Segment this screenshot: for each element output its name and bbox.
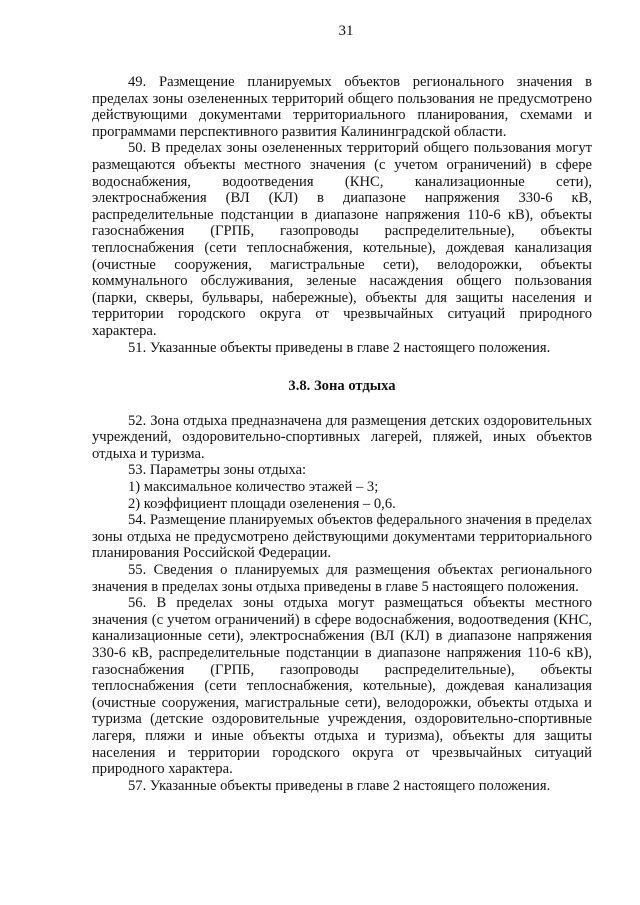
paragraph-51: 51. Указанные объекты приведены в главе 2 настоящего положения. [128,339,551,356]
paragraph-50: 50. В пределах зоны озелененных территорий общего пользования могут размещаются объекты местного значения (с учетом ограничений) в сфере водоснабжения, водоотведения (КНС, канализационные сети), электроснабжения (ВЛ (КЛ) в диапазоне напряжения 330-6 кВ, распределительные подстанции в диапазоне напряжения 110-6 кВ), объекты газоснабжения (ГРПБ, газопроводы распределительные), объекты теплоснабжения (сети теплоснабжения, котельные), дождевая канализация (очистные сооружения, магистральные сети), велодорожки, объекты коммунального обслуживания, зеленые насаждения общего пользования (парки, скверы, бульвары, набережные), объекты для защиты населения и территории городского округа от чрезвычайных ситуаций природного характера. [92,140,592,339]
paragraph-52: 52. Зона отдыха предназначена для размещения детских оздоровительных учреждений, оздоровительно-спортивных лагерей, пляжей, иных объектов отдыха и туризма. [92,412,592,462]
list-item-2: 2) коэффициент площади озеленения – 0,6. [128,495,396,512]
paragraph-53: 53. Параметры зоны отдыха: [128,462,307,479]
section-title: 3.8. Зона отдыха [288,378,396,395]
paragraph-56: 56. В пределах зоны отдыха могут размещаться объекты местного значения (с учетом ограничений) в сфере водоснабжения, водоотведения (КНС, канализационные сети), электроснабжения (ВЛ (КЛ) в диапазоне напряжения 330-6 кВ, распределительные подстанции в диапазоне напряжения 110-6 кВ), газоснабжения (ГРПБ, газопроводы распределительные), объекты теплоснабжения (сети теплоснабжения, котельные), дождевая канализация (очистные сооружения, магистральные сети), велодорожки, объекты отдыха и туризма (детские оздоровительные учреждения, оздоровительно-спортивные лагеря, пляжи и иные объекты отдыха и туризма), объекты для защиты населения и территории городского округа от чрезвычайных ситуаций природного характера. [92,595,592,778]
paragraph-55: 55. Сведения о планируемых для размещения объектах регионального значения в пределах зоны отдыха приведены в главе 5 настоящего положения. [92,562,592,595]
list-item-1: 1) максимальное количество этажей – 3; [128,479,379,496]
paragraph-49: 49. Размещение планируемых объектов регионального значения в пределах зоны озелененных территорий общего пользования не предусмотрено действующими документами территориального планирования, схемами и программами перспективного развития Калининградской области. [92,74,592,140]
paragraph-57: 57. Указанные объекты приведены в главе 2 настоящего положения. [128,777,551,794]
paragraph-54: 54. Размещение планируемых объектов федерального значения в пределах зоны отдыха не предусмотрено действующими документами территориального планирования Российской Федерации. [92,512,592,562]
page-number: 31 [338,23,354,39]
